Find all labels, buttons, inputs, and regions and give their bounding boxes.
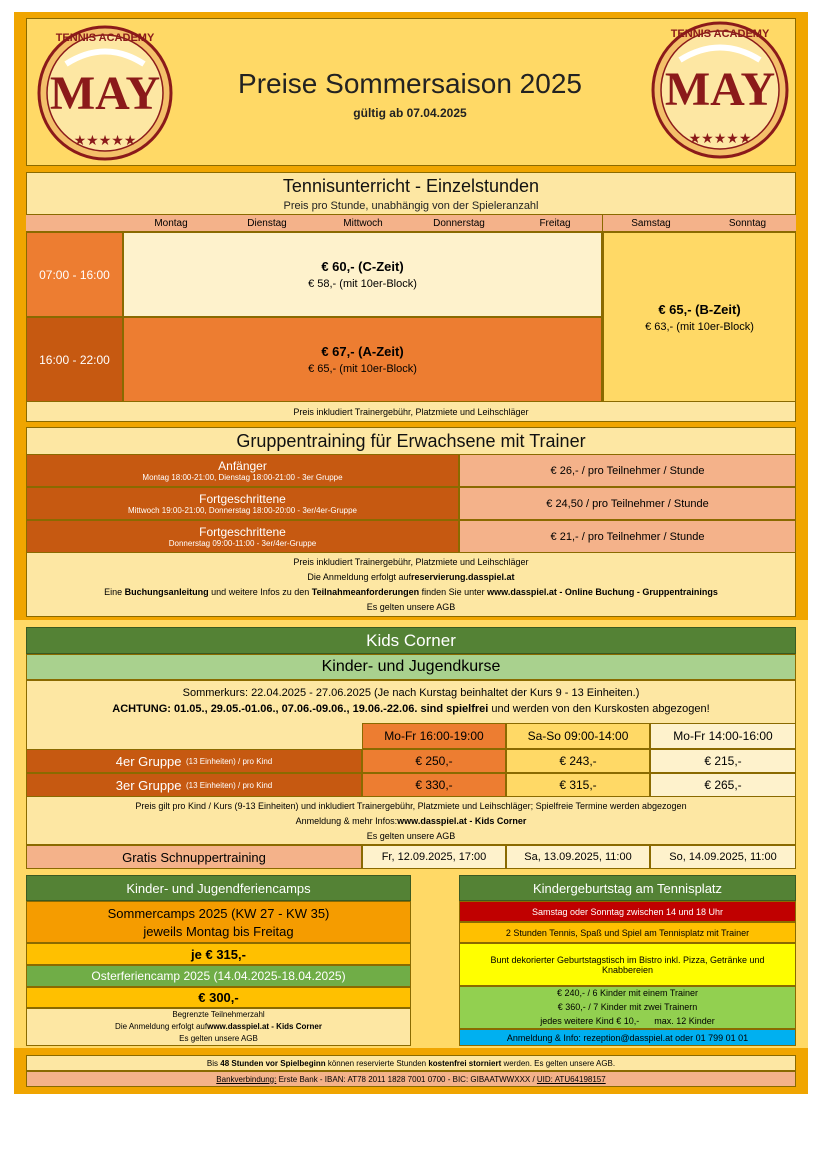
- single-title: Tennisunterricht - Einzelstunden: [282, 175, 540, 196]
- day-tuesday: Dienstag: [247, 217, 287, 229]
- kids-attention-dates: ACHTUNG: 01.05., 29.05.-01.06., 07.06.-09.06., 19.06.-22.06. sind spielfrei: [112, 703, 489, 715]
- valid-from: gültig ab 07.04.2025: [353, 106, 467, 120]
- footer-cancellation: [26, 1055, 796, 1071]
- birthday-contact[interactable]: Anmeldung & Info: rezeption@dasspiel.at oder 01 799 01 01: [459, 1029, 796, 1046]
- camps-summer-title: Sommercamps 2025 (KW 27 - KW 35): [107, 905, 330, 921]
- single-footer: Preis inkludiert Trainergebühr, Platzmiete und Leihschläger: [293, 407, 529, 417]
- group-row-3-name: [26, 520, 459, 553]
- camps-easter-price: € 300,-: [26, 987, 411, 1008]
- footer-bank-details: Erste Bank - IBAN: AT78 2011 1828 7001 0700 - BIC: GIBAATWWXXX /: [276, 1074, 537, 1084]
- kids-group3-price-3: € 265,-: [650, 773, 796, 797]
- birthday-line-2: 2 Stunden Tennis, Spaß und Spiel am Tennisplatz mit Trainer: [459, 922, 796, 943]
- group-row-3-times: Donnerstag 09:00-11:00 - 3er/4er-Gruppe: [168, 539, 317, 548]
- kids-group3-label: [26, 773, 362, 797]
- slot-evening: 16:00 - 22:00: [26, 317, 123, 402]
- kids-group3-price-1: € 330,-: [362, 773, 506, 797]
- kids-corner-link[interactable]: www.dasspiel.at - Kids Corner: [397, 815, 527, 826]
- footer-uid: UID: ATU64198157: [536, 1074, 606, 1084]
- info3-b: Buchungsanleitung: [124, 586, 209, 597]
- kids-group3-price-2: € 315,-: [506, 773, 650, 797]
- day-saturday: Samstag: [631, 217, 671, 229]
- info3-e: finden Sie unter: [419, 586, 488, 597]
- b-time-block: € 63,- (mit 10er-Block): [645, 320, 754, 333]
- a-time-block: € 65,- (mit 10er-Block): [308, 363, 417, 375]
- day-monday: Montag: [154, 217, 188, 229]
- kids-col-3: Mo-Fr 14:00-16:00: [650, 723, 796, 749]
- day-wednesday: Mittwoch: [343, 217, 383, 229]
- group-row-1-title: Anfänger: [218, 459, 267, 473]
- kids-group4-price-1: € 250,-: [362, 749, 506, 773]
- trial-label: Gratis Schnuppertraining: [26, 845, 362, 869]
- birthday-price-1: € 240,- / 6 Kinder mit einem Trainer: [556, 988, 699, 998]
- kids-note-1: Preis gilt pro Kind / Kurs (9-13 Einheiten) und inkludiert Trainergebühr, Platzmiete und Leihschläger; Spielfreie Termine werden abgezogen: [135, 800, 687, 811]
- kids-group4-price-3: € 215,-: [650, 749, 796, 773]
- group-booking-link[interactable]: www.dasspiel.at - Online Buchung - Gruppentrainings: [487, 586, 718, 597]
- logo-left: [36, 24, 174, 162]
- group-row-3-price: € 21,- / pro Teilnehmer / Stunde: [459, 520, 796, 553]
- camps-summer-days: jeweils Montag bis Freitag: [143, 923, 294, 939]
- birthday-price-2: € 360,- / 7 Kinder mit zwei Trainern: [557, 1002, 698, 1012]
- birthday-title: Kindergeburtstag am Tennisplatz: [459, 875, 796, 901]
- kids-group4-label: [26, 749, 362, 773]
- footer-l1c: können reservierte Stunden: [325, 1058, 429, 1068]
- footer-l1a: Bis: [206, 1058, 221, 1068]
- c-time-cell: [123, 232, 602, 317]
- group-row-3-title: Fortgeschrittene: [199, 525, 286, 539]
- group-info-1: Preis inkludiert Trainergebühr, Platzmiete und Leihschläger: [293, 556, 529, 567]
- page-title: Preise Sommersaison 2025: [238, 68, 582, 99]
- birthday-price-3: jedes weitere Kind € 10,- max. 12 Kinder: [540, 1016, 715, 1026]
- kids-note-3: Es gelten unsere AGB: [366, 830, 456, 841]
- footer-bank: [26, 1071, 796, 1087]
- b-time-price: € 65,- (B-Zeit): [658, 301, 741, 317]
- single-subtitle: Preis pro Stunde, unabhängig von der Spieleranzahl: [283, 199, 539, 212]
- group-row-1-times: Montag 18:00-21:00, Dienstag 18:00-21:00 - 3er Gruppe: [142, 473, 343, 482]
- trial-date-2: Sa, 13.09.2025, 11:00: [506, 845, 650, 869]
- camps-summer-price: je € 315,-: [26, 943, 411, 965]
- kids-attention-text: und werden von den Kurskosten abgezogen!: [488, 703, 710, 715]
- info3-c: und weitere Infos zu den: [208, 586, 312, 597]
- group-info-2: [26, 569, 796, 584]
- kids-group3-name: 3er Gruppe: [115, 777, 182, 793]
- footer-bank-label: Bankverbindung:: [216, 1074, 277, 1084]
- kids-summer: Sommerkurs: 22.04.2025 - 27.06.2025 (Je nach Kurstag beinhaltet der Kurs 9 - 13 Einheiten.): [182, 687, 640, 699]
- camps-easter: Osterferiencamp 2025 (14.04.2025-18.04.2025): [26, 965, 411, 987]
- footer-l1e: werden. Es gelten unsere AGB.: [501, 1058, 616, 1068]
- camps-note-3: Es gelten unsere AGB: [179, 1033, 258, 1043]
- logo-right-text: MAY: [664, 63, 776, 116]
- logo-right-tagline: TENNIS ACADEMY: [670, 28, 770, 40]
- c-time-block: € 58,- (mit 10er-Block): [308, 278, 417, 290]
- b-time-cell: [603, 232, 796, 402]
- camps-note-2-text: Die Anmeldung erfolgt auf: [115, 1021, 208, 1031]
- group-title: Gruppentraining für Erwachsene mit Trainer: [236, 430, 586, 451]
- logo-left-text: MAY: [49, 67, 161, 120]
- kids-group4-name: 4er Gruppe: [115, 753, 182, 769]
- trial-date-3: So, 14.09.2025, 11:00: [650, 845, 796, 869]
- kids-corner-title: Kids Corner: [26, 627, 796, 654]
- logo-right-stars: ★★★★★: [688, 130, 752, 146]
- group-row-2-times: Mittwoch 19:00-21:00, Donnerstag 18:00-20:00 - 3er/4er-Gruppe: [127, 506, 358, 515]
- c-time-price: € 60,- (C-Zeit): [321, 259, 404, 274]
- kids-note-2: [26, 813, 796, 828]
- group-row-2-name: [26, 487, 459, 520]
- group-row-2-price: € 24,50 / pro Teilnehmer / Stunde: [459, 487, 796, 520]
- group-row-2-title: Fortgeschrittene: [199, 492, 286, 506]
- birthday-line-3: Bunt dekorierter Geburtstagstisch im Bistro inkl. Pizza, Getränke und Knabbereien: [459, 943, 796, 986]
- group-info-4: Es gelten unsere AGB: [366, 601, 456, 612]
- a-time-cell: [123, 317, 602, 402]
- group-info-2-text: Die Anmeldung erfolgt auf: [307, 571, 411, 582]
- day-thursday: Donnerstag: [433, 217, 485, 229]
- group-reservation-link[interactable]: reservierung.dasspiel.at: [411, 571, 515, 582]
- a-time-price: € 67,- (A-Zeit): [321, 344, 404, 359]
- logo-right: [650, 20, 790, 160]
- kids-col-1: Mo-Fr 16:00-19:00: [362, 723, 506, 749]
- day-friday: Freitag: [539, 217, 571, 229]
- info3-a: Eine: [104, 586, 125, 597]
- footer-l1d: kostenfrei storniert: [428, 1058, 502, 1068]
- footer-l1b: 48 Stunden vor Spielbeginn: [220, 1058, 326, 1068]
- kids-note-2-text: Anmeldung & mehr Infos:: [295, 815, 398, 826]
- logo-left-stars: ★★★★★: [73, 132, 137, 148]
- day-sunday: Sonntag: [728, 217, 767, 229]
- logo-left-tagline: TENNIS ACADEMY: [55, 32, 155, 44]
- group-row-1-name: [26, 454, 459, 487]
- camps-note-2: [26, 1020, 411, 1032]
- trial-date-1: Fr, 12.09.2025, 17:00: [362, 845, 506, 869]
- camps-note-1: Begrenzte Teilnehmerzahl: [172, 1009, 265, 1019]
- kids-col-2: Sa-So 09:00-14:00: [506, 723, 650, 749]
- camps-link[interactable]: www.dasspiel.at - Kids Corner: [207, 1021, 322, 1031]
- group-row-1-price: € 26,- / pro Teilnehmer / Stunde: [459, 454, 796, 487]
- camps-summer: [26, 901, 411, 943]
- kids-group4-note: (13 Einheiten) / pro Kind: [185, 756, 273, 766]
- kids-attention: [26, 701, 796, 717]
- birthday-line-1: Samstag oder Sonntag zwischen 14 und 18 Uhr: [459, 901, 796, 922]
- group-info-3: [26, 584, 796, 599]
- kids-group4-price-2: € 243,-: [506, 749, 650, 773]
- slot-morning: 07:00 - 16:00: [26, 232, 123, 317]
- kids-courses-title: Kinder- und Jugendkurse: [26, 654, 796, 680]
- kids-group3-note: (13 Einheiten) / pro Kind: [185, 780, 273, 790]
- info3-d: Teilnahmeanforderungen: [311, 586, 420, 597]
- camps-title: Kinder- und Jugendferiencamps: [26, 875, 411, 901]
